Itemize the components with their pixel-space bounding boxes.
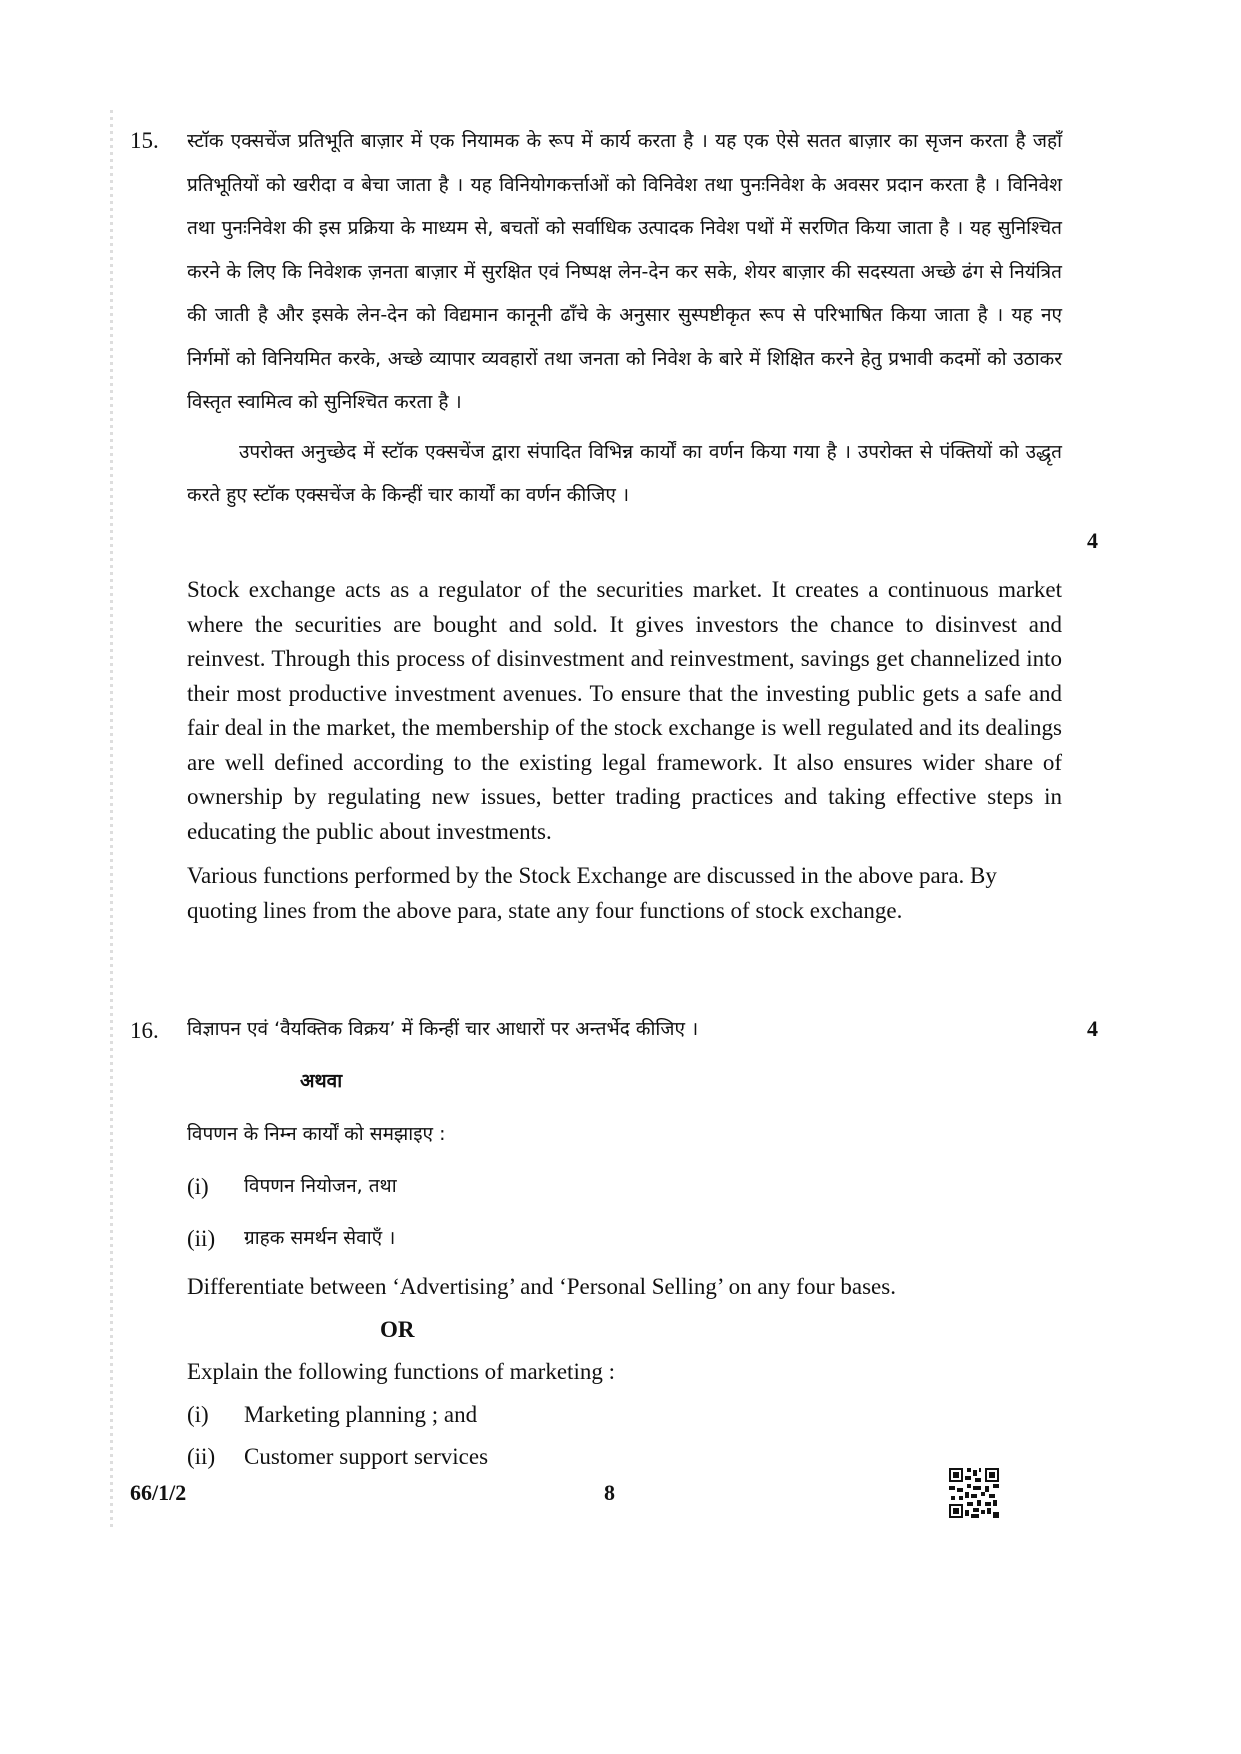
- english-main-text: Differentiate between ‘Advertising’ and ‘Personal Selling’ on any four bases.: [187, 1274, 896, 1299]
- question-number: 16.: [130, 1018, 159, 1043]
- hindi-item-text: ग्राहक समर्थन सेवाएँ ।: [244, 1227, 396, 1249]
- list-item: [187, 1398, 987, 1433]
- hindi-or-label: अथवा: [300, 1070, 343, 1092]
- question-15-hindi: [187, 120, 1062, 518]
- list-item: [187, 1165, 987, 1209]
- hindi-item-text: विपणन नियोजन, तथा: [244, 1175, 397, 1197]
- question-16-marks: 4: [1087, 1016, 1098, 1041]
- margin-security-strip: [110, 110, 113, 1530]
- hindi-alt-text: विपणन के निम्न कार्यों को समझाइए :: [187, 1123, 446, 1145]
- question-16-hindi-alt: [187, 1113, 1062, 1157]
- question-number: 15.: [130, 128, 159, 153]
- question-15-english: [187, 573, 1062, 928]
- page-number: 8: [604, 1480, 615, 1505]
- list-item: [187, 1440, 987, 1475]
- question-15-english-instruction: Various functions performed by the Stock Exchange are discussed in the above para. By quoting lines from the above para, state any four functions of stock exchange.: [187, 863, 997, 923]
- question-16-english-or: [380, 1313, 480, 1348]
- roman-numeral: (ii): [187, 1226, 216, 1251]
- question-16-hindi-or: [300, 1060, 500, 1104]
- question-15-marks: 4: [1087, 528, 1098, 553]
- question-16-english-alt: [187, 1355, 1062, 1390]
- question-15-hindi-instruction: उपरोक्त अनुच्छेद में स्टॉक एक्सचेंज द्वारा संपादित विभिन्न कार्यों का वर्णन किया गया है । उपरोक्त से पंक्तियों को उद्धृत करते हुए स्टॉक एक्सचेंज के किन्हीं चार कार्यों का वर्णन कीजिए ।: [187, 440, 1062, 506]
- question-15-hindi-para: स्टॉक एक्सचेंज प्रतिभूति बाज़ार में एक नियामक के रूप में कार्य करता है । यह एक ऐसे सतत बाज़ार का सृजन करता है जहाँ प्रतिभूतियों को खरीदा व बेचा जाता है । यह विनियोगकर्त्ताओं को विनिवेश तथा पुनःनिवेश के अवसर प्रदान करता है । विनिवेश तथा पुनःनिवेश की इस प्रक्रिया के माध्यम से, बचतों को सर्वाधिक उत्पादक निवेश पथों में सरणित किया जाता है । यह सुनिश्चित करने के लिए कि निवेशक ज़नता बाज़ार में सुरक्षित एवं निष्पक्ष लेन-देन कर सके, शेयर बाज़ार की सदस्यता अच्छे ढंग से नियंत्रित की जाती है और इसके लेन-देन को विद्यमान कानूनी ढाँचे के अनुसार सुस्पष्टीकृत रूप से परिभाषित किया जाता है । यह नए निर्गमों को विनियमित करके, अच्छे व्यापार व्यवहारों तथा जनता को निवेश के बारे में शिक्षित करने हेतु प्रभावी कदमों को उठाकर विस्तृत स्वामित्व को सुनिश्चित करता है ।: [187, 130, 1062, 413]
- roman-numeral: (i): [187, 1174, 209, 1199]
- english-or-label: OR: [380, 1317, 415, 1342]
- question-15-english-para: Stock exchange acts as a regulator of the securities market. It creates a continuous market where the securities are bought and sold. It gives investors the chance to disinvest and reinvest. Through this process of disinvestment and reinvestment, savings get channelized into their most productive investment avenues. To ensure that the investing public gets a safe and fair deal in the market, the membership of the stock exchange is well regulated and its dealings are well defined according to the existing legal framework. It also ensures wider share of ownership by regulating new issues, better trading practices and taking effective steps in educating the public about investments.: [187, 577, 1062, 844]
- roman-numeral: (i): [187, 1402, 209, 1427]
- question-16-hindi-main: [187, 1008, 1062, 1052]
- paper-code: 66/1/2: [130, 1480, 187, 1505]
- english-alt-text: Explain the following functions of marketing :: [187, 1359, 615, 1384]
- list-item: [187, 1217, 987, 1261]
- question-16-english-main: [187, 1270, 1062, 1305]
- qr-code-icon: [949, 1468, 999, 1518]
- roman-numeral: (ii): [187, 1444, 216, 1469]
- english-item-text: Customer support services: [244, 1444, 489, 1469]
- english-item-text: Marketing planning ; and: [244, 1402, 478, 1427]
- question-16-hindi-text: विज्ञापन एवं ‘वैयक्तिक विक्रय’ में किन्हीं चार आधारों पर अन्तर्भेद कीजिए ।: [187, 1018, 699, 1040]
